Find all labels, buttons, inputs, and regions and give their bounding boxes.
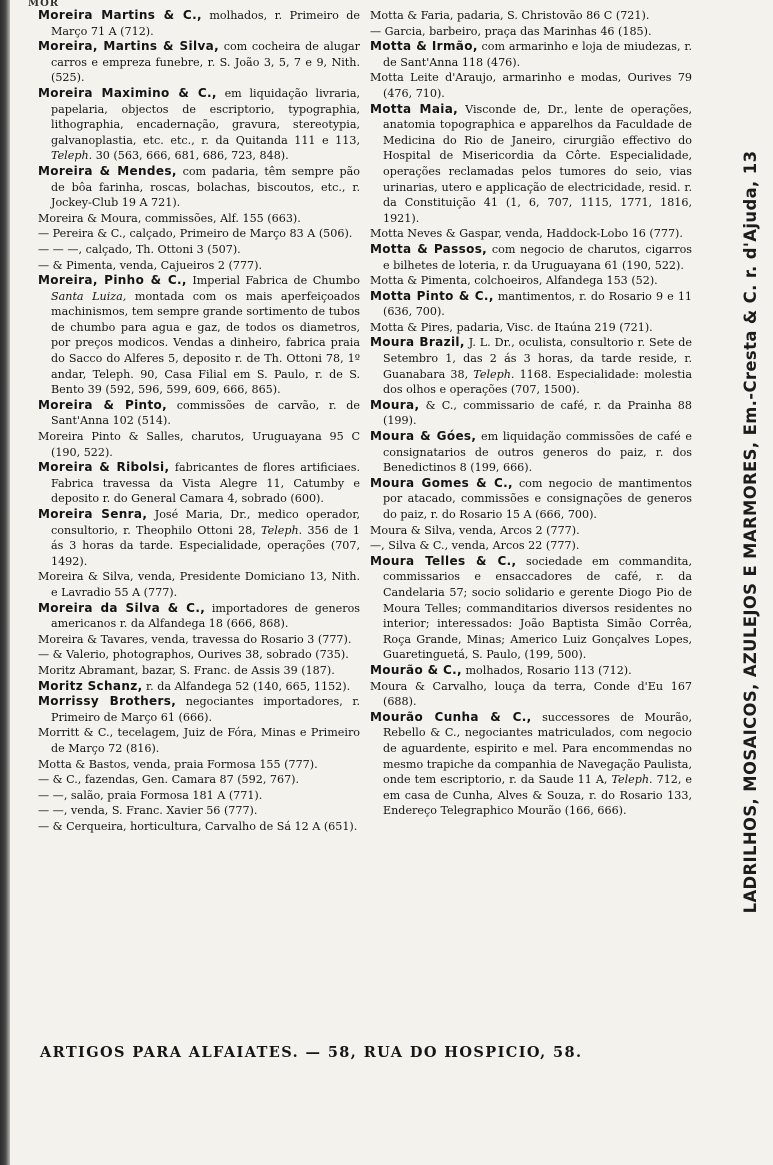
entry-details: Moreira & Silva, venda, Presidente Domiciano 13, Nith. e Lavradio 55 A (777). <box>38 570 360 599</box>
entry-details: Motta & Faria, padaria, S. Christovão 86 C (721). <box>370 9 650 22</box>
directory-entry <box>370 429 692 476</box>
entry-details: Motta Neves & Gaspar, venda, Haddock-Lobo 16 (777). <box>370 227 683 241</box>
entry-firm-name: Moritz Schanz, <box>38 678 143 693</box>
directory-entry <box>370 710 692 819</box>
entry-firm-name: Motta Maia, <box>370 101 459 116</box>
directory-entry <box>370 679 692 710</box>
entry-details: em liquidação commissões de café e consignatarios de outros generos do paiz, r. dos Benedictinos 8 (199, 666). <box>383 430 692 475</box>
directory-entry <box>38 460 360 507</box>
entry-details: — & C., fazendas, Gen. Camara 87 (592, 767). <box>38 773 300 787</box>
directory-entry <box>370 289 692 320</box>
entry-details: negociantes importadores, r. Primeiro de Março 61 (666). <box>51 695 360 724</box>
directory-entry <box>38 226 360 242</box>
directory-entry <box>38 211 360 227</box>
directory-entry <box>38 273 360 398</box>
side-advertisement-text: LADRILHOS, MOSAICOS, AZULEJOS E MARMORES, Em.-Cresta & C. r. d'Ajuda, 13 <box>741 150 760 914</box>
entry-firm-name: Moreira & Pinto, <box>38 397 168 412</box>
directory-entry <box>38 788 360 804</box>
entry-details: José Maria, Dr., medico operador, consultorio, r. Theophilo Ottoni 28, <box>51 508 360 537</box>
entry-firm-name: Moreira, Martins & Silva, <box>38 39 219 54</box>
directory-entry <box>370 538 692 554</box>
entry-telephone-label: Teleph. <box>473 367 515 381</box>
entry-firm-name: Moreira da Silva & C., <box>38 600 206 615</box>
directory-entry <box>38 663 360 679</box>
directory-entry <box>38 803 360 819</box>
entry-firm-name: Moura Telles & C., <box>370 553 517 568</box>
entry-details: com negocio de mantimentos por atacado, commissões e consignações de generos do paiz, r. do Rosario 15 A (666, 700). <box>383 476 692 521</box>
entry-details: —, Silva & C., venda, Arcos 22 (777). <box>370 539 580 553</box>
right-column <box>370 8 692 819</box>
page-binding-edge <box>0 0 10 1165</box>
directory-entry <box>370 523 692 539</box>
entry-firm-name: Moreira Martins & C., <box>38 8 202 22</box>
entry-details: Motta & Pires, padaria, Visc. de Itaúna 219 (721). <box>370 320 653 334</box>
entry-firm-name: Moreira Senra, <box>38 507 148 521</box>
running-header-fragment: MOR <box>28 0 60 9</box>
entry-details-continued: 1168. Especialidade: molestia dos olhos e operações (707, 1500). <box>383 367 692 397</box>
entry-firm-name: Moura, <box>370 397 420 412</box>
entry-details: commissões de carvão, r. de Sant'Anna 102 (514). <box>51 398 360 428</box>
entry-details: em liquidação livraria, papelaria, objectos de escriptorio, typographia, lithographia, encadernação, gravura, stereotypia, galvanoplastia, etc. etc., r. da Quitanda 111 e 113, <box>51 86 360 147</box>
directory-entry <box>38 601 360 632</box>
directory-entry <box>370 398 692 429</box>
entry-details: sociedade em commandita, commissarios e ensaccadores de café, r. da Candelaria 57; socio solidario e gerente Diogo Pio de Moura Telles; commanditarios diversos residentes no interior; interessados: João Baptista Simão Corrêa, Roça Grande, Minas; Americo Luiz Gonçalves Lopes, Guaretinguetá, S. Paulo, (199, 500). <box>383 554 692 662</box>
directory-entry <box>38 772 360 788</box>
entry-details: J. L. Dr., oculista, consultorio r. Sete de Setembro 1, das 2 ás 3 horas, da tarde reside, r. Guanabara 38, <box>383 336 692 381</box>
side-advertisement <box>695 22 760 1042</box>
entry-telephone-label: Teleph. <box>611 773 653 787</box>
entry-details: mantimentos, r. do Rosario 9 e 11 (636, 700). <box>383 289 693 319</box>
directory-entry <box>370 320 692 336</box>
directory-entry <box>38 819 360 835</box>
directory-entry <box>38 694 360 725</box>
entry-details: Moritz Abramant, bazar, S. Franc. de Assis 39 (187). <box>38 663 335 677</box>
entry-details: com cocheira de alugar carros e empreza funebre, r. S. João 3, 5, 7 e 9, Nith. (525). <box>51 40 360 85</box>
directory-entry <box>38 569 360 600</box>
entry-details: successores de Mourão, Rebello & C., negociantes matriculados, com negocio de aguardente, espirito e mel. Para encommendas no mesmo trapiche da companhia de Navegação Paulista, onde tem escriptorio, r. da Saude 11 A, <box>383 710 692 787</box>
entry-details: importadores de generos americanos r. da Alfandega 18 (666, 868). <box>51 601 360 631</box>
directory-entry <box>38 8 360 39</box>
entry-details: — & Pimenta, venda, Cajueiros 2 (777). <box>38 258 263 272</box>
directory-entry <box>38 725 360 756</box>
directory-entry <box>370 273 692 289</box>
entry-details: fabricantes de flores artificiaes. Fabrica travessa da Vista Alegre 11, Catumby e deposito r. do General Camara 4, sobrado (600). <box>51 461 360 506</box>
entry-firm-name: Moreira & Ribolsi, <box>38 460 170 475</box>
directory-entry <box>38 507 360 569</box>
entry-details: molhados, r. Primeiro de Março 71 A (712). <box>51 9 360 38</box>
entry-details-continued: montada com os mais aperfeiçoados machinismos, tem sempre grande sortimento de tubos de chumbo para agua e gaz, de todos os diametros, por preços modicos. Vendas a dinheiro, fabrica praia do Sacco do Alferes 5, deposito r. de Th. Ottoni 78, 1º andar, Teleph. 90, Casa Filial em S. Paulo, r. de S. Bento 39 (592, 596, 599, 609, 666, 865). <box>51 289 360 397</box>
entry-details: Moreira & Moura, commissões, Alf. 155 (663). <box>38 211 301 225</box>
directory-entry <box>370 554 692 663</box>
entry-details: molhados, Rosario 113 (712). <box>465 663 632 677</box>
entry-details: Moreira Pinto & Salles, charutos, Uruguayana 95 C (190, 522). <box>38 430 360 459</box>
directory-entry <box>370 663 692 679</box>
entry-details: — Garcia, barbeiro, praça das Marinhas 46 (185). <box>370 24 652 38</box>
directory-entry <box>370 70 692 101</box>
entry-details-continued: 712, e em casa de Cunha, Alves & Souza, r. do Rosario 133, Endereço Telegraphico Mourão (166, 666). <box>383 773 692 818</box>
directory-entry <box>370 226 692 242</box>
directory-entry <box>38 164 360 211</box>
entry-firm-name: Motta Pinto & C., <box>370 288 494 303</box>
entry-details: — & Cerqueira, horticultura, Carvalho de Sá 12 A (651). <box>38 819 358 833</box>
entry-details: Motta & Bastos, venda, praia Formosa 155 (777). <box>38 757 318 771</box>
directory-entry <box>38 647 360 663</box>
entry-firm-name: Motta & Passos, <box>370 241 488 256</box>
entry-details: Morritt & C., tecelagem, Juiz de Fóra, Minas e Primeiro de Março 72 (816). <box>38 726 360 755</box>
directory-entry <box>370 24 692 40</box>
entry-details: — Pereira & C., calçado, Primeiro de Março 83 A (506). <box>38 227 353 241</box>
directory-entry <box>370 335 692 397</box>
entry-details: — — —, calçado, Th. Ottoni 3 (507). <box>38 242 241 256</box>
entry-details: r. da Alfandega 52 (140, 665, 1152). <box>146 679 351 693</box>
directory-entry <box>38 242 360 258</box>
entry-details: — —, salão, praia Formosa 181 A (771). <box>38 788 263 802</box>
directory-entry <box>370 8 692 24</box>
directory-entry <box>370 242 692 273</box>
directory-entry <box>38 679 360 695</box>
entry-firm-name: Moreira, Pinho & C., <box>38 273 187 288</box>
left-column <box>38 8 360 834</box>
entry-firm-name: Mourão Cunha & C., <box>370 709 532 724</box>
entry-details: — & Valerio, photographos, Ourives 38, sobrado (735). <box>38 648 349 662</box>
entry-details: Motta Leite d'Araujo, armarinho e modas, Ourives 79 (476, 710). <box>370 71 692 100</box>
entry-details: Imperial Fabrica de Chumbo <box>192 274 360 288</box>
entry-details: Moreira & Tavares, venda, travessa do Rosario 3 (777). <box>38 632 352 646</box>
directory-entry <box>38 398 360 429</box>
directory-entry <box>38 429 360 460</box>
entry-firm-name: Mourão & C., <box>370 662 462 677</box>
directory-entry <box>38 39 360 86</box>
entry-firm-name: Moura Gomes & C., <box>370 475 513 490</box>
entry-details: — —, venda, S. Franc. Xavier 56 (777). <box>38 804 258 818</box>
entry-firm-name: Motta & Irmão, <box>370 39 478 54</box>
entry-details-continued: 30 (563, 666, 681, 686, 723, 848). <box>95 149 289 163</box>
entry-details-continued: 356 de 1 ás 3 horas da tarde. Especialidade, operações (707, 1492). <box>51 523 360 568</box>
directory-entry <box>370 39 692 70</box>
entry-details: Moura & Carvalho, louça da terra, Conde d'Eu 167 (688). <box>370 679 692 709</box>
entry-firm-name: Moreira & Mendes, <box>38 163 177 178</box>
directory-entry <box>370 102 692 227</box>
directory-entry <box>38 757 360 773</box>
entry-details: Moura & Silva, venda, Arcos 2 (777). <box>370 523 580 537</box>
entry-details: Visconde de, Dr., lente de operações, anatomia topographica e apparelhos da Faculdade de Medicina do Rio de Janeiro, cirurgião effectivo do Hospital de Misericordia da Côrte. Especialidade, operações reclamadas pelos tumores do seio, vias urinarias, utero e applicação de electricidade, resid. r. da Constituição 41 (1, 6, 707, 1115, 1771, 1816, 1921). <box>383 102 693 225</box>
directory-entry <box>38 258 360 274</box>
entry-telephone-label: Teleph. <box>261 523 303 537</box>
footer-advertisement: ARTIGOS PARA ALFAIATES. — 58, RUA DO HOSPICIO, 58. <box>40 1044 583 1061</box>
entry-telephone-label: Teleph. <box>51 149 93 163</box>
entry-details: com negocio de charutos, cigarros e bilhetes de loteria, r. da Uruguayana 61 (190, 522). <box>383 242 692 272</box>
entry-firm-name: Moura Brazil, <box>370 335 465 350</box>
directory-entry <box>38 86 360 164</box>
entry-details: Motta & Pimenta, colchoeiros, Alfandega 153 (52). <box>370 274 658 288</box>
entry-firm-name: Moura & Góes, <box>370 429 477 444</box>
directory-entry <box>370 476 692 523</box>
entry-firm-name: Moreira Maximino & C., <box>38 85 217 100</box>
entry-firm-name: Morrissy Brothers, <box>38 694 177 709</box>
directory-entry <box>38 632 360 648</box>
entry-details: & C., commissario de café, r. da Prainha 88 (199). <box>383 398 692 428</box>
entry-details: com armarinho e loja de miudezas, r. de Sant'Anna 118 (476). <box>383 40 692 69</box>
entry-details: com padaria, têm sempre pão de bôa farinha, roscas, bolachas, biscoutos, etc., r. Jockey-Club 19 A 721). <box>51 164 361 210</box>
entry-telephone-label: Santa Luiza, <box>51 289 127 303</box>
